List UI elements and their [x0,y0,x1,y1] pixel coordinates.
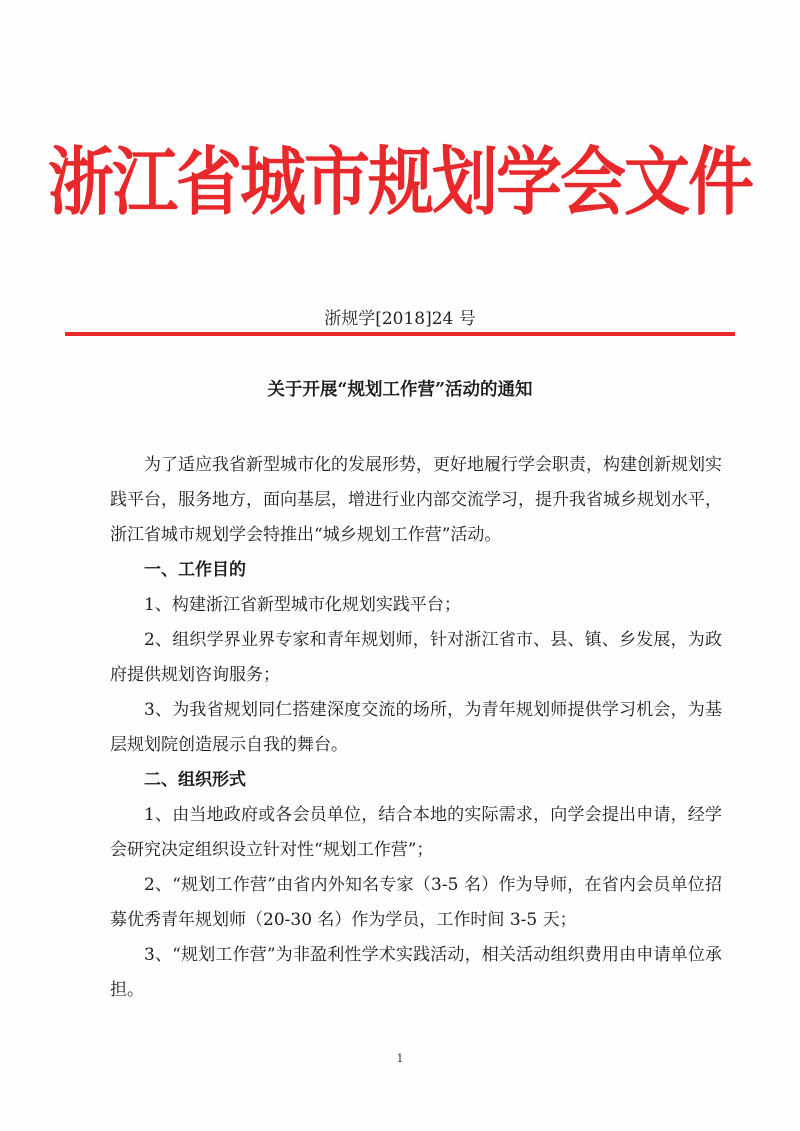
purpose-item-1: 1、构建浙江省新型城市化规划实践平台； [144,595,461,615]
intro-paragraph: 为了适应我省新型城市化的发展形势，更好地履行学会职责，构建创新规划实践平台，服务地方，面向基层，增进行业内部交流学习，提升我省城乡规划水平，浙江省城市规划学会特推出“城乡规划工作营”活动。 [110,455,722,545]
red-divider-line [65,332,735,336]
page-number: 1 [396,1052,404,1065]
document-body [110,448,722,1008]
organization-item-1: 1、由当地政府或各会员单位，结合本地的实际需求，向学会提出申请，经学会研究决定组织设立针对性“规划工作营”； [110,805,722,860]
document-number: 浙规学[2018]24 号 [324,309,476,329]
purpose-item-2: 2、组织学界业界专家和青年规划师，针对浙江省市、县、镇、乡发展，为政府提供规划咨询服务； [110,630,722,685]
document-header-title: 浙江省城市规划学会文件 [48,139,752,226]
organization-item-2: 2、“规划工作营”由省内外知名专家（3-5 名）作为导师，在省内会员单位招募优秀青年规划师（20-30 名）作为学员，工作时间 3-5 天； [110,875,722,930]
section-heading-organization: 二、组织形式 [144,770,246,790]
section-heading-purpose: 一、工作目的 [144,560,246,580]
organization-item-3: 3、“规划工作营”为非盈利性学术实践活动，相关活动组织费用由申请单位承担。 [110,945,722,1000]
purpose-item-3: 3、为我省规划同仁搭建深度交流的场所，为青年规划师提供学习机会，为基层规划院创造展示自我的舞台。 [110,700,722,755]
notice-title: 关于开展“规划工作营”活动的通知 [267,380,533,400]
